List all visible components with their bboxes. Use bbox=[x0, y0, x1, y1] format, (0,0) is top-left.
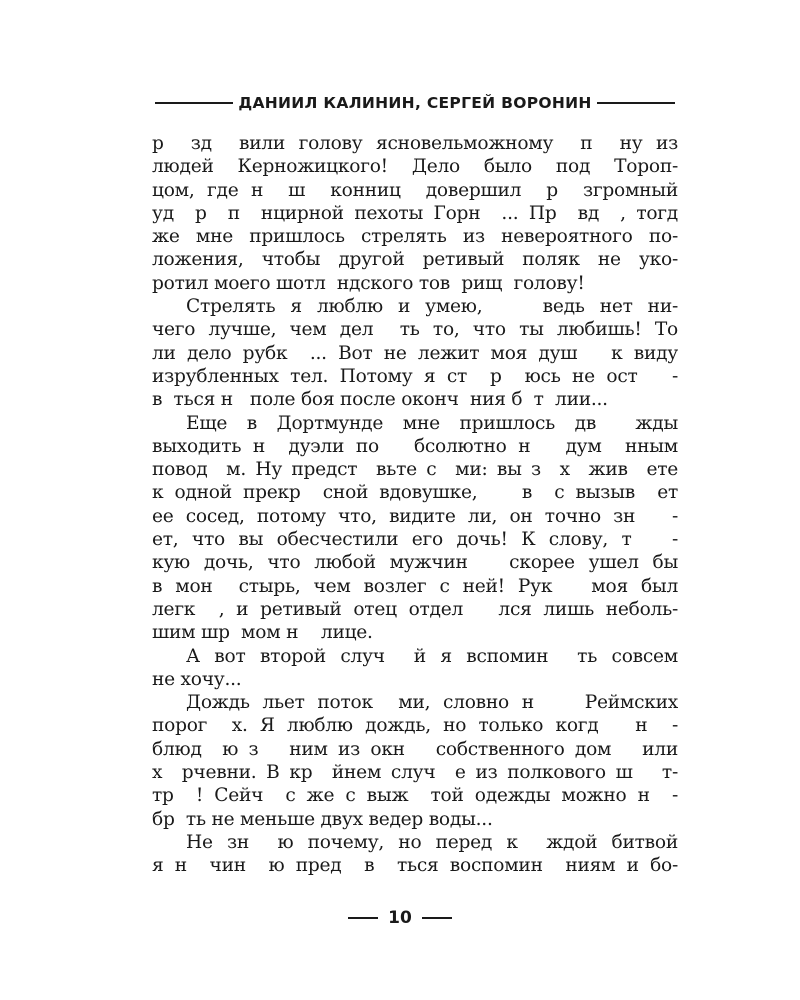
text-line: легк , и ретивый отец отдел лся лишь неболь- bbox=[152, 598, 678, 620]
folio-left-dash bbox=[348, 917, 378, 919]
text-line: уд р п нцирной пехоты Горн ... Пр вд , тогд bbox=[152, 202, 678, 224]
text-line: ротил моего шотл ндского тов рищ голову! bbox=[152, 272, 585, 294]
text-line: порог х. Я люблю дождь, но только когд н - bbox=[152, 715, 678, 737]
text-line: к одной прекр сной вдовушке, в с вызыв ет bbox=[152, 482, 678, 504]
text-line: выходить н дуэли по бсолютно н дум нным bbox=[152, 435, 678, 457]
page-folio bbox=[0, 908, 800, 928]
text-line: я н чин ю пред в ться воспомин ниям и бо- bbox=[152, 855, 678, 877]
text-line: цом, где н ш конниц довершил р згромный bbox=[152, 179, 678, 201]
text-line: тр ! Сейч с же с выж той одежды можно н - bbox=[152, 785, 678, 807]
text-line: шим шр мом н лице. bbox=[152, 622, 373, 644]
text-line: не хочу... bbox=[152, 668, 242, 690]
text-line: повод м. Ну предст вьте с ми: вы з х жив ете bbox=[152, 459, 678, 481]
text-line: р зд вили голову ясновельможному п ну из bbox=[152, 133, 678, 154]
folio-right-dash bbox=[422, 917, 452, 919]
text-line: кую дочь, что любой мужчин скорее ушел бы bbox=[152, 552, 678, 574]
header-title: ДАНИИЛ КАЛИНИН, СЕРГЕЙ ВОРОНИН bbox=[238, 94, 592, 112]
text-line-paragraph-start: Еще в Дортмунде мне пришлось дв жды bbox=[186, 412, 678, 434]
text-line: изрубленных тел. Потому я ст р юсь не ост - bbox=[152, 365, 678, 387]
text-line: ли дело рубк ... Вот не лежит моя душ к виду bbox=[152, 342, 678, 364]
header-right-rule bbox=[597, 102, 675, 104]
text-line: людей Керножицкого! Дело было под Тороп- bbox=[152, 156, 678, 178]
text-line-paragraph-start: А вот второй случ й я вспомин ть совсем bbox=[186, 645, 678, 667]
text-line: в ться н поле боя после оконч ния б т лии... bbox=[152, 389, 608, 411]
text-line: же мне пришлось стрелять из невероятного по- bbox=[152, 226, 678, 248]
text-line: в мон стырь, чем возлег с ней! Рук моя был bbox=[152, 575, 678, 597]
text-line: чего лучше, чем дел ть то, что ты любишь! То bbox=[152, 319, 678, 341]
text-line: х рчевни. В кр йнем случ е из полкового ш т- bbox=[152, 762, 678, 784]
page-number: 10 bbox=[388, 908, 412, 928]
text-line: бр ть не меньше двух ведер воды... bbox=[152, 808, 493, 830]
text-line: ложения, чтобы другой ретивый поляк не уко- bbox=[152, 249, 678, 271]
text-line-paragraph-start: Дождь льет поток ми, словно н Реймских bbox=[186, 692, 678, 714]
text-line-paragraph-start: Стрелять я люблю и умею, ведь нет ни- bbox=[186, 296, 678, 318]
running-header bbox=[155, 91, 675, 115]
text-line: блюд ю з ним из окн собственного дом или bbox=[152, 738, 678, 760]
text-line: ет, что вы обесчестили его дочь! К слову, т - bbox=[152, 529, 678, 551]
header-left-rule bbox=[155, 102, 233, 104]
text-line: ее сосед, потому что, видите ли, он точно зн - bbox=[152, 505, 678, 527]
text-line-paragraph-start: Не зн ю почему, но перед к ждой битвой bbox=[186, 831, 678, 853]
body-text bbox=[152, 132, 678, 878]
